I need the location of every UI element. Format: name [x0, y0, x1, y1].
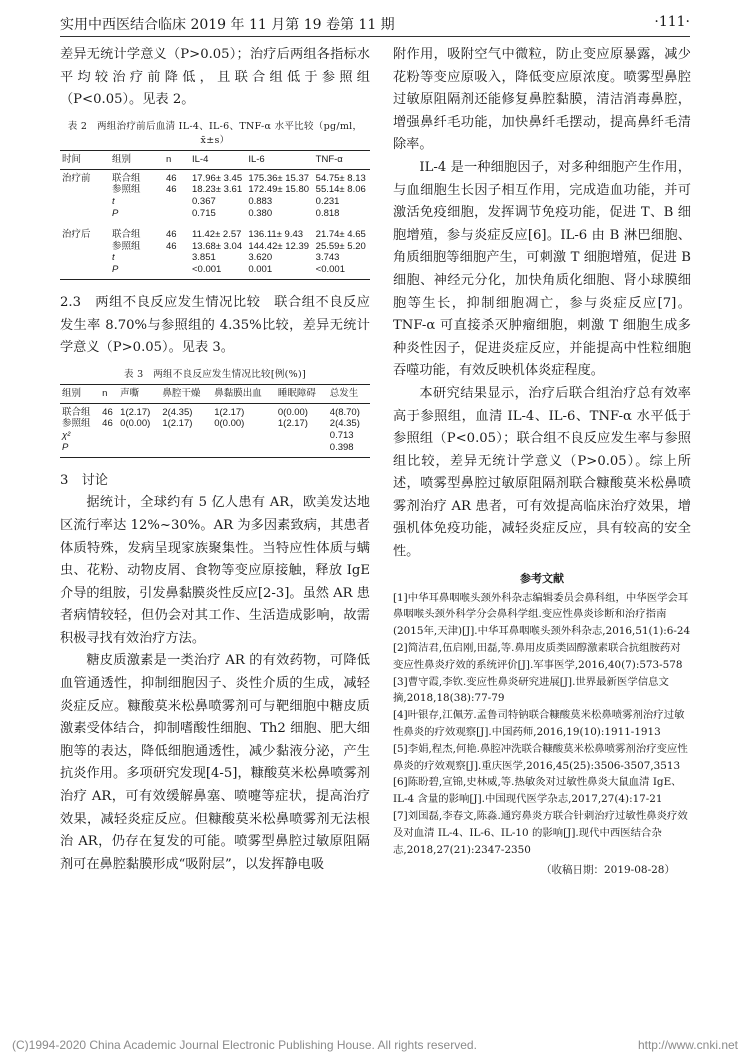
reference-item: [6]陈盼碧,宣锦,史林威,等.热敏灸对过敏性鼻炎大鼠血清 IgE、IL-4 含量的影响[J].中国现代医学杂志,2017,27(4):17-21 [393, 776, 682, 806]
reference-item: [3]曹守霞,李钦.变应性鼻炎研究进展[J].世界最新医学信息文摘,2018,18(38):77-79 [393, 675, 669, 705]
footer-url: http://www.cnki.net [637, 1038, 738, 1052]
paragraph: 糖皮质激素是一类治疗 AR 的有效药物，可降低血管通透性，抑制细胞因子、炎性介质的生成，减轻炎症反应。糠酸莫米松鼻喷雾剂可与靶细胞中糖皮质激素受体结合，抑制嗜酸性细胞、Th2 细胞、肥大细胞等的表达，降低细胞通透性，减少黏液分泌，产生抗炎作用。多项研究发现[4-5]，糠酸莫米松鼻喷雾剂治疗 AR，可有效缓解鼻塞、喷嚏等症状，提高治疗效果，减轻炎症反应。但糠酸莫米松鼻喷雾剂无法根治 AR，仍存在复发的可能。喷雾型鼻腔过敏原阻隔剂可在鼻腔黏膜形成“吸附层”，以发挥静电吸 [60, 653, 370, 872]
table-row [60, 208, 370, 220]
column-header: 鼻黏膜出血 [214, 387, 262, 399]
table-header-row [60, 150, 370, 169]
table-cell: 0(0.00) [277, 406, 308, 418]
table-cell: 25.59± 5.20 [315, 240, 366, 252]
column-header: 睡眠障碍 [277, 387, 316, 399]
table-cell [164, 208, 190, 220]
page-header [60, 10, 690, 37]
table-cell: 联合组 [112, 172, 141, 184]
table-cell [164, 252, 190, 264]
table-cell [276, 430, 328, 442]
table-cell: 1(2.17) [120, 406, 151, 418]
table-cell: 46 [166, 184, 177, 196]
reference-item: [4]叶银存,江佩芳.孟鲁司特钠联合糠酸莫米松鼻喷雾剂治疗过敏性鼻炎的疗效观察[J].中国药师,2016,19(10):1911-1913 [393, 709, 685, 739]
section-2-3-text: 联合组不良反应发生率 8.70%与参照组的 4.35%比较，差异无统计学意义（P>0.05）。见表 3。 [60, 294, 370, 356]
table-cell [60, 241, 110, 253]
table-cell: t [112, 252, 115, 264]
table-cell: 0.715 [192, 207, 216, 219]
column-header: 时间 [62, 153, 82, 165]
table-cell: 0.231 [315, 196, 340, 208]
table-cell [60, 196, 110, 208]
table-cell [164, 264, 190, 279]
section-2-3-title: 2.3 两组不良反应发生情况比较 [60, 294, 261, 310]
table-cell: P [112, 264, 119, 276]
table-cell: 联合组 [62, 406, 91, 418]
table-cell: 0.883 [248, 196, 273, 208]
table-cell: 0.713 [329, 430, 354, 442]
table-cell: 21.74± 4.65 [315, 228, 366, 240]
table-cell: 46 [102, 418, 113, 430]
table-row [60, 184, 370, 196]
table-cell [60, 184, 110, 196]
table-cell [276, 442, 328, 457]
table-cell: 0(0.00) [214, 418, 245, 430]
table-cell: 46 [166, 240, 177, 252]
table-2 [60, 150, 370, 280]
table-cell [60, 252, 110, 264]
column-header: 总发生 [329, 387, 359, 399]
copyright-notice: (C)1994-2020 China Academic Journal Electronic Publishing House. All rights reserved. [12, 1038, 477, 1052]
references-title: 参考文献 [520, 571, 564, 585]
table-cell [118, 430, 160, 442]
table-cell: 治疗前 [62, 172, 91, 184]
paragraph: 据统计，全球约有 5 亿人患有 AR，欧美发达地区流行率达 12%~30%。AR 为多因素致病，其患者体质特殊，发病呈现家族聚集性。当特应性体质与螨虫、花粉、动物皮屑、食物等变应原接触，释放 IgE 介导的组胺，引发鼻黏膜炎性反应[2-3]。虽然 AR 患者病情较轻，但仍会对其工作、生活造成影响，故需积极寻找有效治疗方法。 [60, 495, 370, 646]
received-date: （收稿日期：2019-08-28） [540, 864, 675, 877]
table-row [60, 430, 370, 442]
section-3-title: 3 讨论 [60, 472, 108, 488]
table-cell: 0.818 [315, 207, 340, 219]
journal-title: 实用中西医结合临床 2019 年 11 月第 19 卷第 11 期 [60, 17, 395, 33]
table-cell [60, 208, 110, 220]
table-cell: 1(2.17) [214, 406, 245, 418]
table-row [60, 442, 370, 457]
table-cell: 0.380 [248, 207, 273, 219]
table-row [60, 403, 370, 418]
table-cell: 1(2.17) [277, 418, 308, 430]
table-cell [160, 430, 212, 442]
table-cell: 172.49± 15.80 [248, 184, 310, 196]
reference-item: [1]中华耳鼻咽喉头颈外科杂志编辑委员会鼻科组，中华医学会耳鼻咽喉头颈外科学分会鼻科学组.变应性鼻炎诊断和治疗指南(2015年,天津)[J].中华耳鼻咽喉头颈外科杂志,2016,51(1):6-24 [393, 591, 691, 638]
table-cell: 175.36± 15.37 [248, 172, 310, 184]
table-cell: 11.42± 2.57 [192, 228, 242, 240]
reference-item: [7]刘国磊,李春文,陈淼.通窍鼻炎方联合针刺治疗过敏性鼻炎疗效及对血清 IL-4、IL-6、IL-10 的影响[J].现代中西医结合杂志,2018,27(21):2347-2350 [393, 810, 688, 856]
column-header: 组别 [62, 387, 82, 399]
column-header: IL-4 [192, 153, 209, 165]
table-cell: <0.001 [315, 264, 345, 276]
reference-item: [2]简洁君,伍启刚,田磊,等.鼻用皮质类固醇激素联合抗组胺药对变应性鼻炎疗效的系统评价[J].军事医学,2016,40(7):573-578 [393, 642, 683, 671]
table-cell: 0(0.00) [120, 418, 151, 430]
table-row [60, 264, 370, 279]
table-cell: 参照组 [112, 184, 141, 196]
table-header-row [60, 384, 370, 403]
table-cell: <0.001 [192, 264, 222, 276]
table-cell: 46 [166, 172, 177, 184]
table-cell: 2(4.35) [329, 418, 360, 430]
table-cell: 3.851 [192, 252, 216, 264]
paragraph: 附作用，吸附空气中微粒，防止变应原暴露，减少花粉等变应原吸入，降低变应原浓度。喷雾型鼻腔过敏原阻隔剂还能修复鼻腔黏膜，清洁消毒鼻腔，增强鼻纤毛功能，加快鼻纤毛摆动，提高鼻纤毛清除率。 [393, 47, 691, 153]
table-cell [164, 196, 190, 208]
left-column [60, 44, 370, 876]
table-cell: 46 [166, 228, 177, 240]
table-row [60, 220, 370, 241]
table-cell: 144.42± 12.39 [248, 240, 310, 252]
page-number: ·111· [654, 14, 690, 30]
table-cell: 54.75± 8.13 [315, 172, 366, 184]
table-row [60, 418, 370, 430]
table-row [60, 169, 370, 184]
table-row [60, 196, 370, 208]
table-cell: 13.68± 3.04 [192, 240, 243, 252]
column-header: n [102, 387, 108, 399]
table-cell: 18.23± 3.61 [192, 184, 243, 196]
table-cell: χ² [62, 430, 71, 442]
table-cell: 136.11± 9.43 [248, 228, 304, 240]
table-cell: 0.398 [329, 441, 354, 453]
table-cell: P [112, 207, 119, 219]
table-cell [118, 442, 160, 457]
paragraph: IL-4 是一种细胞因子，对多种细胞产生作用，与血细胞生长因子相互作用，完成造血功能，并可激活免疫细胞，发挥调节免疫功能，促进 T、B 细胞增殖，参与炎症反应[6]。IL-6 由 B 淋巴细胞、角质细胞等细胞产生，可刺激 T 细胞增殖，促进 B 细胞、神经元分化，加快角质化细胞、肾小球膜细胞等生长，抑制细胞凋亡，参与炎症反应[7]。TNF-α 可直接杀灭肿瘤细胞，刺激 T 细胞生成多种炎性因子，促进炎症反应，并能提高中性粒细胞吞噬功能，有效反映机体炎症程度。 [393, 159, 691, 379]
table-cell: 17.96± 3.45 [192, 172, 243, 184]
table-cell: 0.367 [192, 196, 216, 208]
table-cell: 46 [102, 406, 113, 418]
table-cell: 参照组 [62, 418, 91, 430]
table-cell [160, 442, 212, 457]
table-2-caption: 表 2 两组治疗前后血清 IL-4、IL-6、TNF-α 水平比较（pg/ml，x̄±s） [67, 120, 363, 146]
table-cell: 3.743 [315, 252, 340, 264]
table-cell: 3.620 [248, 252, 273, 264]
table-cell: 2(4.35) [162, 406, 193, 418]
table-cell [100, 430, 118, 442]
column-header: 组别 [112, 153, 132, 165]
column-header: TNF-α [315, 153, 343, 165]
right-column [393, 44, 691, 877]
table-cell: 4(8.70) [329, 406, 360, 418]
table-cell: 0.001 [248, 264, 273, 276]
table-3-caption: 表 3 两组不良反应发生情况比较[例(%)] [123, 368, 307, 380]
table-3 [60, 384, 370, 458]
table-cell: 55.14± 8.06 [315, 184, 366, 196]
table-row [60, 241, 370, 253]
table-cell: 联合组 [112, 228, 141, 240]
table-cell: 1(2.17) [162, 418, 193, 430]
column-header: 鼻腔干燥 [162, 387, 201, 399]
table-row [60, 252, 370, 264]
column-header: 声嘶 [120, 387, 140, 399]
column-header: IL-6 [248, 153, 265, 165]
paragraph [60, 292, 370, 360]
table-cell [212, 442, 276, 457]
table-cell: 参照组 [112, 240, 141, 252]
paragraph: 差异无统计学意义（P>0.05）；治疗后两组各指标水平均较治疗前降低，且联合组低于参照组（P<0.05）。见表 2。 [60, 47, 370, 108]
column-header: n [166, 153, 172, 165]
table-cell [212, 430, 276, 442]
table-cell: P [62, 441, 69, 453]
table-cell: 治疗后 [62, 228, 91, 240]
table-cell [100, 442, 118, 457]
paragraph: 本研究结果显示，治疗后联合组治疗总有效率高于参照组，血清 IL-4、IL-6、TNF-α 水平低于参照组（P<0.05）；联合组不良反应发生率与参照组比较，差异无统计学意义（P>0.05）。综上所述，喷雾型鼻腔过敏原阻隔剂联合糠酸莫米松鼻喷雾剂治疗 AR 患者，可有效提高临床治疗效果，增强机体免疫功能，减轻炎症反应，具有较高的安全性。 [393, 385, 691, 560]
table-cell [60, 264, 110, 279]
reference-item: [5]李娟,程杰,何艳.鼻腔冲洗联合糠酸莫米松鼻喷雾剂治疗变应性鼻炎的疗效观察[J].重庆医学,2016,45(25):3506-3507,3513 [393, 742, 688, 772]
table-cell: t [112, 196, 115, 208]
